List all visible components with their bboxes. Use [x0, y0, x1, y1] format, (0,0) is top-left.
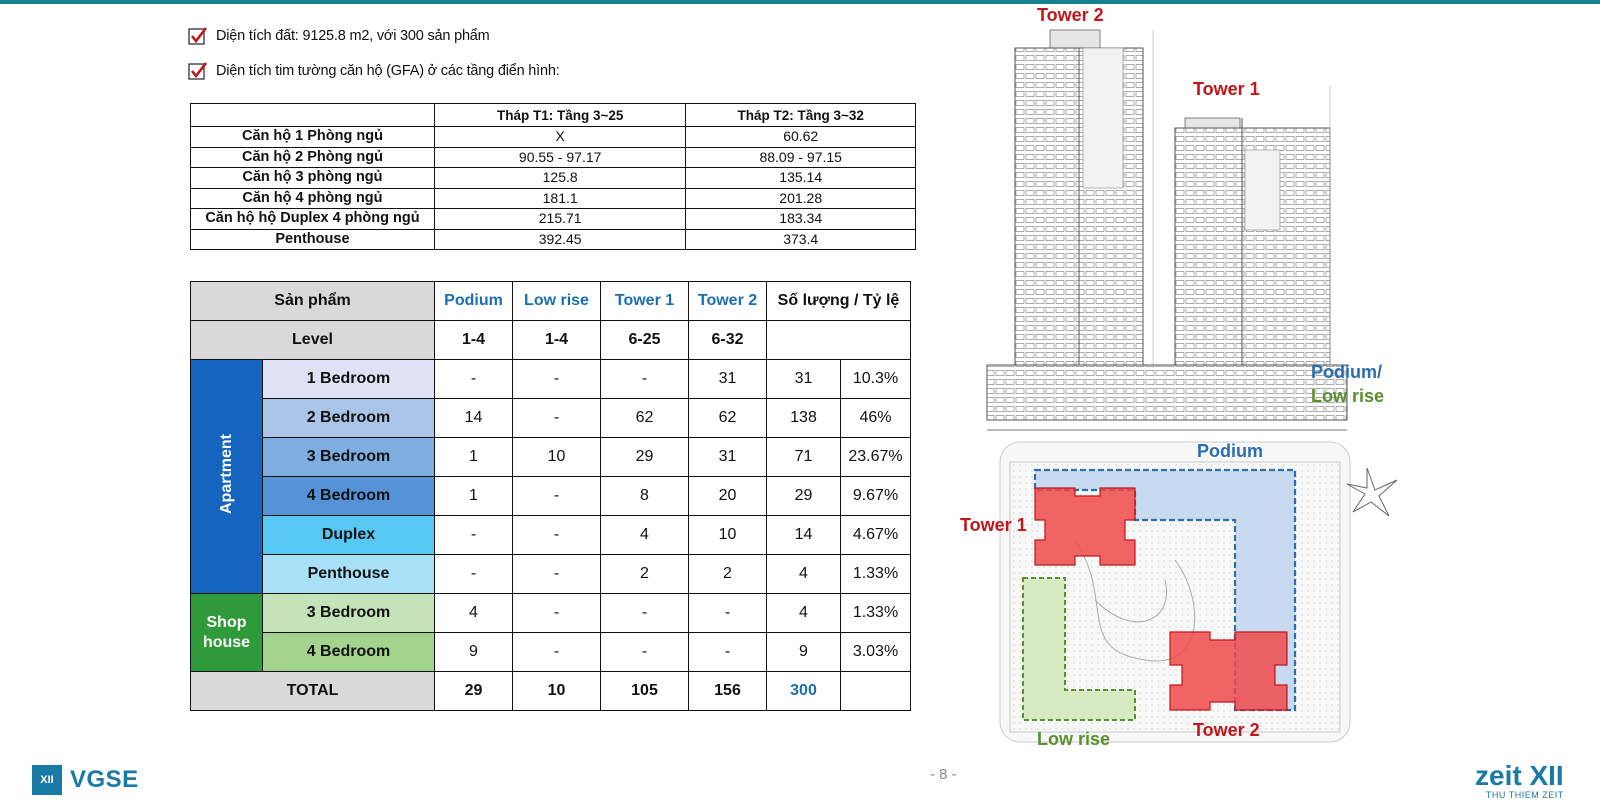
qty-cell: 71 [767, 438, 841, 477]
product-table [190, 281, 911, 711]
value-cell: 14 [435, 399, 513, 438]
gfa-cell: 88.09 - 97.15 [686, 147, 916, 168]
value-cell: 20 [689, 477, 767, 516]
value-cell: 31 [689, 360, 767, 399]
gfa-cell: 135.14 [686, 168, 916, 189]
gfa-row-label: Căn hộ hộ Duplex 4 phòng ngủ [191, 209, 435, 230]
apartment-row [191, 360, 911, 399]
total-label: TOTAL [191, 672, 435, 711]
qty-cell: 4 [767, 594, 841, 633]
architecture-diagram [960, 0, 1435, 760]
value-cell: - [513, 477, 601, 516]
pct-cell: 1.33% [841, 594, 911, 633]
value-cell: 9 [435, 633, 513, 672]
label-tower1-plan: Tower 1 [960, 515, 1027, 535]
level-label: Level [191, 321, 435, 360]
bullet-land-area [188, 26, 490, 46]
qty-cell: 9 [767, 633, 841, 672]
apartment-group-label: Apartment [217, 433, 235, 514]
gfa-cell: 183.34 [686, 209, 916, 230]
pct-cell: 9.67% [841, 477, 911, 516]
value-cell: 10 [689, 516, 767, 555]
gfa-cell: 90.55 - 97.17 [434, 147, 686, 168]
header-quantity: Số lượng / Tỷ lệ [767, 282, 911, 321]
page-number: - 8 - [930, 766, 957, 783]
type-cell: 2 Bedroom [263, 399, 435, 438]
level-podium: 1-4 [435, 321, 513, 360]
value-cell: - [689, 594, 767, 633]
gfa-table [190, 103, 916, 250]
label-lowrise-elevation: Low rise [1311, 386, 1385, 406]
gfa-header-cell [191, 104, 435, 127]
tower2-elevation [1015, 30, 1143, 368]
value-cell: - [601, 633, 689, 672]
gfa-cell: 373.4 [686, 229, 916, 250]
level-row [191, 321, 911, 360]
gfa-row-label: Căn hộ 3 phòng ngủ [191, 168, 435, 189]
apartment-row [191, 399, 911, 438]
value-cell: 1 [435, 477, 513, 516]
total-tower1: 105 [601, 672, 689, 711]
type-cell: 4 Bedroom [263, 633, 435, 672]
header-tower2: Tower 2 [689, 282, 767, 321]
vgse-logo-text: VGSE [70, 766, 139, 793]
label-tower2-top: Tower 2 [1037, 5, 1104, 25]
gfa-row-label: Căn hộ 4 phòng ngủ [191, 188, 435, 209]
apartment-group-cell [191, 360, 263, 594]
shophouse-row [191, 633, 911, 672]
value-cell: - [513, 360, 601, 399]
gfa-row-label: Căn hộ 1 Phòng ngủ [191, 127, 435, 148]
type-cell: Penthouse [263, 555, 435, 594]
value-cell: 31 [689, 438, 767, 477]
label-podium-plan: Podium [1197, 441, 1263, 461]
gfa-row [191, 188, 916, 209]
checkmark-icon [188, 26, 208, 46]
vgse-logo-mark: XII [32, 765, 62, 795]
value-cell: 62 [601, 399, 689, 438]
header-lowrise: Low rise [513, 282, 601, 321]
tower1-elevation [1175, 118, 1330, 368]
zeit-brand-name: zeit XII [1475, 760, 1564, 791]
value-cell: - [601, 594, 689, 633]
vgse-logo [32, 765, 139, 795]
type-cell: 4 Bedroom [263, 477, 435, 516]
value-cell: 2 [689, 555, 767, 594]
type-cell: Duplex [263, 516, 435, 555]
product-header-row [191, 282, 911, 321]
site-plan [1000, 442, 1397, 742]
value-cell: 4 [435, 594, 513, 633]
pct-cell: 1.33% [841, 555, 911, 594]
label-tower2-plan: Tower 2 [1193, 720, 1260, 740]
bullet-text: Diện tích đất: 9125.8 m2, với 300 sản phẩm [216, 28, 490, 44]
value-cell: - [435, 516, 513, 555]
gfa-row [191, 127, 916, 148]
total-row [191, 672, 911, 711]
compass-icon [1347, 468, 1397, 516]
level-empty [767, 321, 911, 360]
pct-cell: 10.3% [841, 360, 911, 399]
total-qty: 300 [767, 672, 841, 711]
apartment-row [191, 438, 911, 477]
value-cell: - [513, 633, 601, 672]
value-cell: 2 [601, 555, 689, 594]
label-tower1-top: Tower 1 [1193, 79, 1260, 99]
gfa-row [191, 229, 916, 250]
header-podium: Podium [435, 282, 513, 321]
checkmark-icon [188, 61, 208, 81]
gfa-cell: X [434, 127, 686, 148]
gfa-header-row [191, 104, 916, 127]
apartment-row [191, 516, 911, 555]
value-cell: 62 [689, 399, 767, 438]
level-tower1: 6-25 [601, 321, 689, 360]
gfa-header-cell: Tháp T1: Tầng 3~25 [434, 104, 686, 127]
gfa-cell: 392.45 [434, 229, 686, 250]
type-cell: 3 Bedroom [263, 594, 435, 633]
value-cell: - [435, 555, 513, 594]
podium-elevation [987, 365, 1347, 420]
level-tower2: 6-32 [689, 321, 767, 360]
header-product: Sản phẩm [191, 282, 435, 321]
total-podium: 29 [435, 672, 513, 711]
pct-cell: 23.67% [841, 438, 911, 477]
gfa-cell: 125.8 [434, 168, 686, 189]
gfa-cell: 181.1 [434, 188, 686, 209]
gfa-row-label: Căn hộ 2 Phòng ngủ [191, 147, 435, 168]
value-cell: 1 [435, 438, 513, 477]
type-cell: 1 Bedroom [263, 360, 435, 399]
gfa-header-cell: Tháp T2: Tầng 3~32 [686, 104, 916, 127]
shophouse-group-label: Shop house [191, 594, 263, 672]
apartment-row [191, 555, 911, 594]
value-cell: 10 [513, 438, 601, 477]
value-cell: - [513, 399, 601, 438]
bullet-gfa [188, 61, 560, 81]
bullet-text: Diện tích tim tường căn hộ (GFA) ở các tầng điển hình: [216, 63, 560, 79]
value-cell: - [513, 516, 601, 555]
label-podium-slash: Podium/ [1311, 362, 1382, 382]
pct-cell: 4.67% [841, 516, 911, 555]
value-cell: 8 [601, 477, 689, 516]
gfa-cell: 215.71 [434, 209, 686, 230]
label-lowrise-plan: Low rise [1037, 729, 1111, 749]
total-lowrise: 10 [513, 672, 601, 711]
qty-cell: 29 [767, 477, 841, 516]
value-cell: 29 [601, 438, 689, 477]
gfa-row [191, 147, 916, 168]
zeit-brand-logo [1475, 762, 1564, 800]
type-cell: 3 Bedroom [263, 438, 435, 477]
total-tower2: 156 [689, 672, 767, 711]
gfa-row-label: Penthouse [191, 229, 435, 250]
qty-cell: 4 [767, 555, 841, 594]
value-cell: - [513, 555, 601, 594]
gfa-cell: 60.62 [686, 127, 916, 148]
pct-cell: 46% [841, 399, 911, 438]
zeit-brand-subtitle: THU THIEM ZEIT [1485, 790, 1564, 800]
value-cell: 4 [601, 516, 689, 555]
gfa-row [191, 168, 916, 189]
shophouse-row [191, 594, 911, 633]
qty-cell: 14 [767, 516, 841, 555]
level-lowrise: 1-4 [513, 321, 601, 360]
value-cell: - [435, 360, 513, 399]
gfa-cell: 201.28 [686, 188, 916, 209]
qty-cell: 138 [767, 399, 841, 438]
qty-cell: 31 [767, 360, 841, 399]
value-cell: - [601, 360, 689, 399]
value-cell: - [513, 594, 601, 633]
total-pct [841, 672, 911, 711]
pct-cell: 3.03% [841, 633, 911, 672]
header-tower1: Tower 1 [601, 282, 689, 321]
gfa-row [191, 209, 916, 230]
apartment-row [191, 477, 911, 516]
value-cell: - [689, 633, 767, 672]
